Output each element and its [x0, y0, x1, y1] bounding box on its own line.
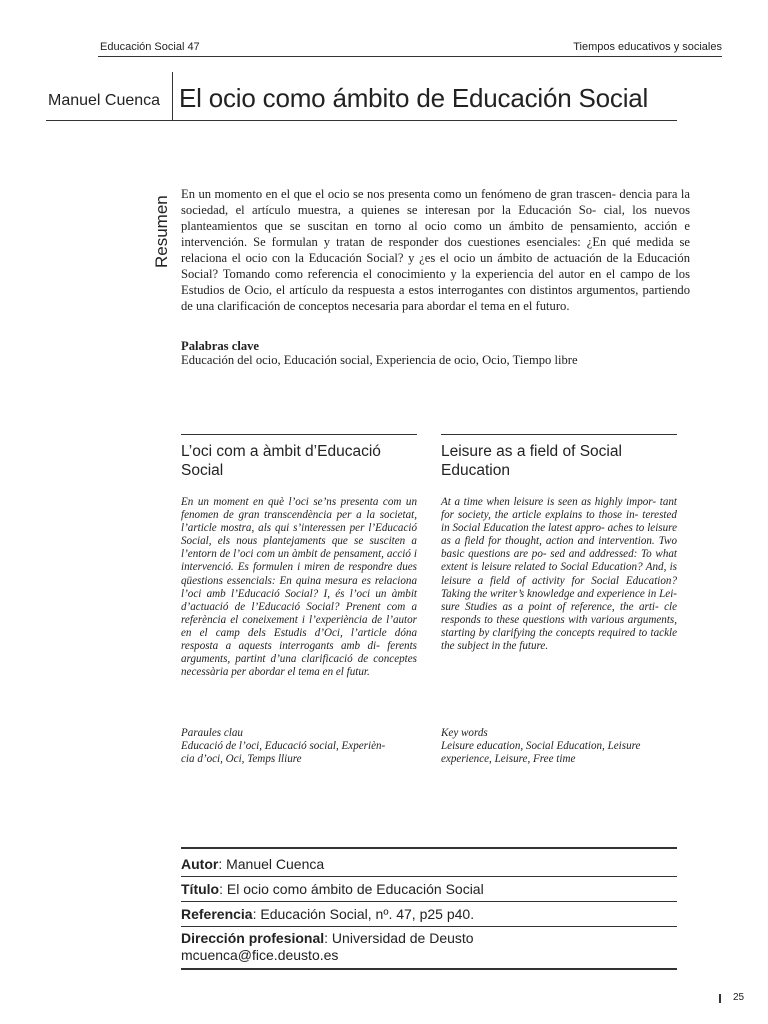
keywords-ca — [181, 740, 417, 766]
abstract-ca-line: ferents arguments, partint d’una clarificació — [181, 640, 417, 666]
abstract-en-line: arguments, starting by clarifying the concepts — [441, 613, 677, 639]
meta-referencia-value: : Educación Social, nº. 47, p25 p40. — [252, 906, 475, 922]
abstract-ca-line: En un moment en què l’oci se’ns presenta com — [181, 496, 402, 508]
abstract-ca-line: àmbit de pensament, acció i intervenció. Es — [181, 548, 417, 574]
page-number: 25 — [733, 992, 745, 1003]
abstract-es — [181, 186, 690, 314]
abstract-ca-line: dóna resposta a aquests interrogants amb di- — [181, 626, 417, 653]
abstract-en-line: cle responds to these questions with various — [441, 600, 677, 626]
abstract-en-line: required to tackle the subject in the future. — [441, 626, 678, 653]
english-title-line: Education — [441, 462, 510, 479]
meta-bottom-rule — [181, 968, 677, 970]
abstract-en-line: tant for society, the article explains to those in- — [441, 496, 677, 522]
abstract-line: cial, los nuevos planteamientos que se suscitan en torno al ocio como un ámbito de — [181, 203, 690, 233]
meta-titulo-label: Título — [181, 881, 220, 897]
meta-titulo — [181, 876, 677, 897]
keywords-es: Educación del ocio, Educación social, Experiencia de ocio, Ocio, Tiempo libre — [181, 353, 578, 367]
abstract-en-line: the writer’s knowledge and experience in Lei- — [473, 587, 677, 600]
article-title: El ocio como ámbito de Educación Social — [179, 83, 649, 113]
abstract-en — [441, 496, 677, 653]
abstract-ca-line: essencials: En quina mesura es relaciona l’oci — [181, 574, 417, 600]
abstract-line: estos interrogantes con distintos argumentos, partiendo de una clarificación de conceptos — [181, 283, 691, 313]
english-title — [441, 442, 681, 480]
abstract-line: ámbito de actuación de la Educación Social? Tomando como referencia el conocimiento — [181, 251, 690, 281]
abstract-en-line: field of activity for Social Education? Taking — [441, 574, 677, 600]
abstract-line: necesaria para abordar el tema en el futuro. — [352, 299, 570, 313]
abstract-ca-line: de conceptes necessària per abordar el tema — [181, 653, 417, 679]
catalan-title-line: Social — [181, 462, 224, 479]
keywords-en-line: Leisure education, Social Education, Leisure — [441, 740, 641, 752]
resumen-label: Resumen — [152, 195, 171, 268]
title-separator — [172, 72, 173, 120]
abstract-ca-line: a referència el coneixement i l’experiència de — [181, 600, 417, 626]
english-title-line: Leisure as a field of Social — [441, 443, 622, 460]
catalan-column-rule — [181, 434, 417, 435]
abstract-en-line: and intervention. Two basic questions are po- — [441, 535, 678, 561]
abstract-ca — [181, 496, 417, 679]
keywords-ca-line: cia d’oci, Oci, Temps lliure — [181, 753, 302, 766]
abstract-ca-line: que se susciten a l’entorn de l’oci com un — [181, 535, 417, 561]
keywords-en-line: experience, Leisure, Free time — [441, 753, 576, 766]
abstract-en-line: sed and addressed: To what extent is leisure — [441, 548, 677, 574]
abstract-line: esenciales: ¿En qué medida se relaciona el ocio con la Educación Social? y ¿es el ocio un — [181, 235, 691, 265]
english-column-rule — [441, 434, 677, 435]
meta-direccion — [181, 926, 677, 964]
abstract-ca-line: en el futur. — [322, 666, 370, 679]
meta-referencia-label: Referencia — [181, 906, 253, 922]
meta-autor-label: Autor — [181, 856, 219, 872]
title-divider — [46, 120, 677, 121]
abstract-en-line: related to Social Education? And, is leisure a — [441, 561, 677, 587]
keywords-ca-line: Educació de l’oci, Educació social, Experièn- — [181, 740, 386, 752]
abstract-ca-line: l’autor en el camp dels Estudis d’Oci, l’article — [181, 613, 417, 639]
abstract-ca-line: d’actuació de l’Educació Social? Prenent com — [181, 600, 406, 613]
meta-autor — [181, 847, 677, 872]
header-divider — [98, 56, 722, 57]
section-header: Tiempos educativos y sociales — [573, 41, 722, 53]
abstract-line: dencia para la sociedad, el artículo muestra, a quienes se interesan por la Educación So- — [181, 187, 691, 217]
abstract-line: pensamiento, acción e intervención. Se formulan y tratan de responder dos cuestiones — [181, 219, 690, 249]
keywords-heading-ca: Paraules clau — [181, 727, 243, 739]
journal-header: Educación Social 47 — [100, 41, 200, 53]
meta-autor-value: : Manuel Cuenca — [218, 856, 325, 872]
abstract-en-line: sure Studies as a point of reference, the arti- — [441, 600, 659, 613]
meta-titulo-value: : El ocio como ámbito de Educación Social — [219, 881, 484, 897]
keywords-heading-en: Key words — [441, 727, 488, 739]
abstract-line: En un momento en el que el ocio se nos presenta como un fenómeno de gran trascen- — [181, 187, 616, 201]
meta-referencia — [181, 901, 677, 922]
abstract-en-line: terested in Social Education the latest appro- — [441, 509, 677, 535]
abstract-en-line: At a time when leisure is seen as highly impor- — [441, 496, 657, 508]
abstract-line: y la experiencia del autor en el campo de los Estudios de Ocio, el artículo da respuesta a — [181, 267, 690, 297]
meta-direccion-label: Dirección profesional — [181, 930, 325, 946]
abstract-ca-line: amb l’Educació Social? I, és l’oci un àmbit — [206, 587, 417, 600]
catalan-title-line: L’oci com a àmbit d’Educació — [181, 443, 381, 460]
catalan-title — [181, 442, 421, 480]
meta-email: mcuenca@fice.deusto.es — [181, 947, 339, 963]
keywords-heading-es: Palabras clave — [181, 339, 259, 353]
page-marker — [719, 994, 721, 1003]
abstract-ca-line: societat, l’article mostra, als qui s’interessen — [181, 509, 417, 535]
article-author: Manuel Cuenca — [48, 92, 161, 109]
abstract-en-line: aches to leisure as a field for thought, action — [441, 522, 677, 548]
keywords-en — [441, 740, 677, 766]
meta-direccion-value: : Universidad de Deusto — [324, 930, 474, 946]
abstract-ca-line: per l’Educació Social, els nous plantejaments — [181, 522, 417, 548]
abstract-ca-line: formulen i miren de respondre dues qüestions — [181, 561, 417, 587]
abstract-ca-line: un fenomen de gran transcendència per a la — [181, 496, 417, 522]
